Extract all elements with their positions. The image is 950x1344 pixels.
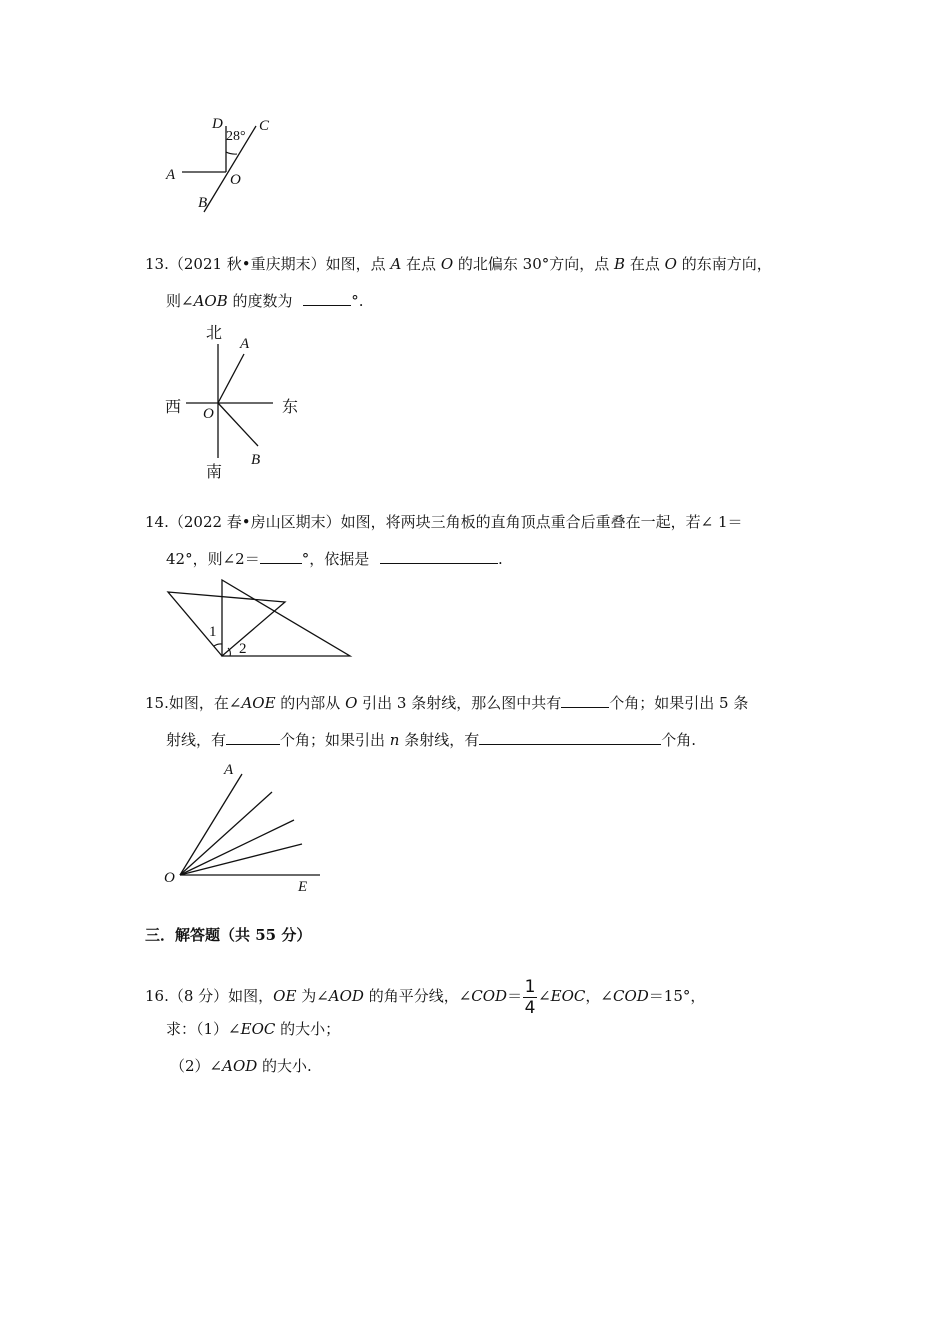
q16-text: 的大小. (257, 1057, 312, 1075)
q13-text: 在点 (401, 255, 441, 273)
q16-text: 的角平分线，∠ (363, 987, 472, 1005)
label-o: O (203, 406, 214, 422)
q13-angle-aob: AOB (193, 292, 228, 310)
q13-var-o: O (440, 255, 454, 273)
ray-3 (180, 844, 302, 875)
question-13-number: 13. (145, 255, 169, 273)
q14-text: °，依据是 (301, 550, 370, 568)
question-14-line-2 (166, 549, 503, 569)
question-16-line-2 (166, 1019, 340, 1039)
triangle-rulers-diagram-q14 (160, 574, 360, 664)
figure-q15 (160, 758, 330, 898)
q15-text: 个角. (661, 731, 697, 749)
question-15-line-2 (166, 730, 696, 750)
question-16-line-1 (145, 972, 705, 1020)
rays-diagram-q15 (160, 758, 330, 898)
q15-angle-aoe: AOE (241, 694, 276, 712)
q15-text: 射线，有 (166, 731, 227, 749)
question-16-line-3 (170, 1056, 312, 1076)
question-16-number: 16. (145, 987, 169, 1005)
label-angle-2: 2 (239, 641, 247, 657)
question-15-line-1 (145, 693, 748, 713)
q15-text: 个角；如果引出 5 条 (609, 694, 749, 712)
q16-text: ，∠ (585, 987, 613, 1005)
q16-angle-aod: AOD (222, 1057, 258, 1075)
q15-var-n: n (389, 731, 400, 749)
q13-text: 在点 (625, 255, 665, 273)
figure-q14 (160, 574, 360, 664)
q16-text: ＝15°， (648, 987, 706, 1005)
q16-text: ＝ (507, 987, 523, 1005)
question-14-line-1 (145, 512, 743, 532)
q16-angle-eoc: EOC (240, 1020, 276, 1038)
q13-text: °. (351, 292, 364, 310)
ray-1 (180, 792, 272, 875)
q16-var-oe: OE (273, 987, 297, 1005)
q16-angle-aod: AOD (328, 987, 364, 1005)
q15-text: 如图，在∠ (168, 694, 242, 712)
q13-var-b: B (614, 255, 626, 273)
label-east: 东 (282, 399, 299, 416)
answer-blank-q15-a[interactable] (561, 693, 609, 708)
label-o: O (164, 870, 175, 886)
answer-blank-q13[interactable] (303, 291, 351, 306)
question-15-number: 15. (145, 694, 169, 712)
q16-text: ∠ (538, 987, 551, 1005)
q13-var-a: A (390, 255, 402, 273)
label-e: E (298, 879, 308, 895)
answer-blank-q15-c[interactable] (479, 730, 661, 745)
angle-arc (226, 152, 237, 154)
label-a: A (240, 336, 250, 352)
label-b: B (251, 452, 261, 468)
q14-text: （2022 春•房山区期末）如图，将两块三角板的直角顶点重合后重叠在一起，若∠ 1＝ (168, 513, 743, 531)
q16-text: 为∠ (296, 987, 329, 1005)
q14-text: 42°，则∠2＝ (166, 550, 260, 568)
figure-q13 (160, 318, 310, 483)
answer-blank-q14-angle[interactable] (260, 549, 302, 564)
q16-text: （2）∠ (170, 1057, 223, 1075)
q13-text: 则∠ (166, 292, 194, 310)
angle-1-arc (214, 644, 222, 646)
q13-text: 的北偏东 30°方向，点 (453, 255, 615, 273)
q13-text: 的东南方向， (676, 255, 772, 273)
q16-angle-eoc: EOC (550, 987, 586, 1005)
ray-ob (218, 403, 258, 446)
label-north: 北 (206, 325, 223, 342)
q15-text: 条射线，有 (399, 731, 480, 749)
q13-text: 的度数为 (227, 292, 293, 310)
label-south: 南 (206, 464, 223, 481)
q16-text: 求：（1）∠ (166, 1020, 241, 1038)
question-13-source: （2021 秋•重庆期末） (168, 255, 326, 273)
label-b: B (198, 195, 208, 211)
fraction-one-quarter (522, 977, 538, 1018)
q15-text: 的内部从 (275, 694, 346, 712)
ray-oa (218, 354, 244, 403)
answer-blank-q14-reason[interactable] (380, 549, 498, 564)
triangle-ruler-1 (168, 592, 285, 656)
q15-text: 个角；如果引出 (280, 731, 390, 749)
answer-blank-q15-b[interactable] (226, 730, 280, 745)
q16-angle-cod: COD (471, 987, 508, 1005)
label-o: O (230, 172, 241, 188)
section-heading: 三．解答题（共 55 分） (145, 926, 312, 944)
fraction-numerator: 1 (524, 976, 536, 997)
label-angle-28: 28° (226, 129, 246, 144)
q13-text: 如图，点 (325, 255, 391, 273)
question-13-line-2 (166, 291, 364, 311)
label-west: 西 (165, 399, 182, 416)
q16-angle-cod: COD (612, 987, 649, 1005)
label-a: A (224, 762, 234, 778)
q15-var-o: O (345, 694, 358, 712)
figure-q12 (160, 108, 290, 218)
q15-text: 引出 3 条射线，那么图中共有 (357, 694, 562, 712)
q14-text: . (498, 550, 503, 568)
label-d: D (212, 116, 223, 132)
label-a: A (166, 167, 176, 183)
compass-diagram-q13 (160, 318, 310, 483)
label-c: C (259, 118, 270, 134)
label-angle-1: 1 (209, 624, 217, 640)
q16-text: （8 分）如图， (168, 987, 274, 1005)
question-14-number: 14. (145, 513, 169, 531)
fraction-denominator: 4 (524, 997, 536, 1018)
angle-diagram-q12 (160, 108, 290, 218)
q16-text: 的大小； (275, 1020, 341, 1038)
q13-var-o: O (664, 255, 677, 273)
question-13-line-1 (145, 254, 772, 274)
